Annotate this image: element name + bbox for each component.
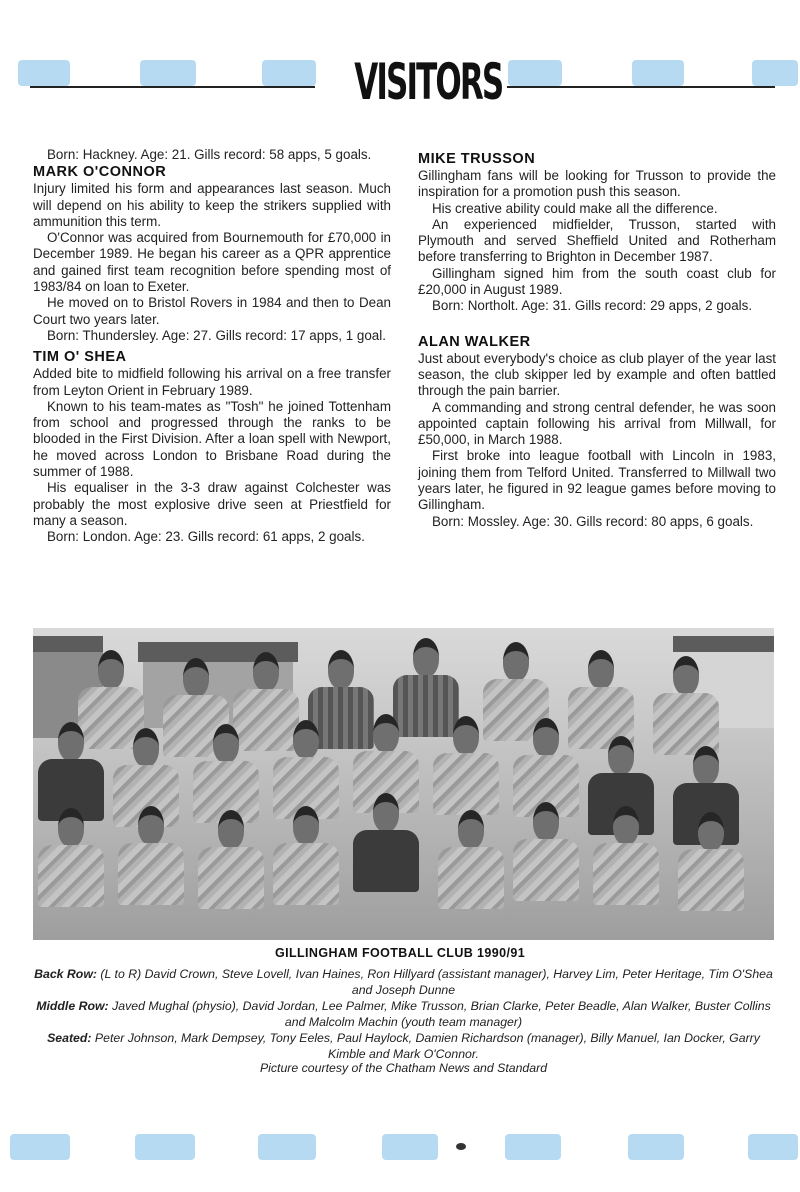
team-player <box>678 812 744 911</box>
paragraph: Added bite to midfield following his arrival on a free transfer from Leyton Orient in February 1989. <box>33 366 391 398</box>
profile-heading-oshea: TIM O' SHEA <box>33 349 127 366</box>
paragraph: His creative ability could make all the difference. <box>432 200 718 216</box>
caption-label: Middle Row: <box>36 999 109 1013</box>
decor-band <box>135 1134 195 1160</box>
caption-seated-row <box>33 1030 774 1062</box>
decor-band <box>508 60 562 86</box>
decor-band <box>632 60 684 86</box>
paragraph: O'Connor was acquired from Bournemouth for £70,000 in December 1989. He began his career as a QPR apprentice and gained first team recognition before spending most of 1983/84 on loan to Exeter. <box>33 230 391 295</box>
team-player <box>433 716 499 815</box>
page-title: VISITORS <box>354 53 503 111</box>
caption-label: Seated: <box>47 1031 92 1045</box>
caption-text: Peter Johnson, Mark Dempsey, Tony Eeles, Paul Haylock, Damien Richardson (manager), Billy Manuel, Ian Docker, Garry Kimble and Mark O'Connor. <box>94 1031 760 1061</box>
team-player <box>513 802 579 901</box>
header-rule-left <box>30 86 315 88</box>
decor-band <box>262 60 316 86</box>
photo-caption-title: GILLINGHAM FOOTBALL CLUB 1990/91 <box>274 946 526 960</box>
profile-heading-oconnor: MARK O'CONNOR <box>33 164 167 181</box>
team-player <box>353 793 419 892</box>
header-rule-right <box>507 86 775 88</box>
profile-heading-walker: ALAN WALKER <box>418 333 531 350</box>
decor-band <box>748 1134 798 1160</box>
paragraph: An experienced midfielder, Trusson, started with Plymouth and served Sheffield United and Rotherham before transferring to Brighton in December 1987. <box>418 216 776 265</box>
stats-line: Born: Northolt. Age: 31. Gills record: 29 apps, 2 goals. <box>432 298 753 314</box>
team-player <box>273 806 339 905</box>
team-player <box>118 806 184 905</box>
paragraph: His equaliser in the 3-3 draw against Colchester was probably the most explosive drive seen at Priestfield for many a season. <box>33 480 391 528</box>
team-player <box>198 810 264 909</box>
decor-band <box>258 1134 316 1160</box>
paragraph: A commanding and strong central defender, he was soon appointed captain following his arrival from Millwall, for £50,000, in March 1988. <box>418 399 776 448</box>
stats-line: Born: Mossley. Age: 30. Gills record: 80 apps, 6 goals. <box>432 513 754 529</box>
stats-line: Born: London. Age: 23. Gills record: 61 apps, 2 goals. <box>47 529 365 545</box>
paragraph: He moved on to Bristol Rovers in 1984 and then to Dean Court two years later. <box>33 295 391 327</box>
paragraph: First broke into league football with Lincoln in 1983, joining them from Telford United. Transferred to Millwall two years later, he figured in 92 league games before moving to Gillingham. <box>418 448 776 513</box>
team-player <box>273 720 339 819</box>
paragraph: Just about everybody's choice as club player of the year last season, the club skipper led by example and often battled through the pain barrier. <box>418 350 776 399</box>
profile-heading-trusson: MIKE TRUSSON <box>418 151 536 167</box>
team-player <box>653 656 719 755</box>
page-mark <box>456 1143 466 1150</box>
intro-stats: Born: Hackney. Age: 21. Gills record: 58 apps, 5 goals. <box>47 147 372 162</box>
paragraph: Known to his team-mates as "Tosh" he joined Tottenham from school and progressed through the ranks to be blooded in the First Division. After a loan spell with Newport, he moved across London to Brisbane Road during the summer of 1988. <box>33 398 391 480</box>
team-player <box>38 808 104 907</box>
left-column <box>33 147 391 546</box>
decor-band <box>10 1134 70 1160</box>
caption-back-row <box>33 966 774 998</box>
photo-credit: Picture courtesy of the Chatham News and Standard <box>259 1061 548 1075</box>
decor-band <box>18 60 70 86</box>
stats-line: Born: Thundersley. Age: 27. Gills record: 17 apps, 1 goal. <box>47 327 386 343</box>
decor-band <box>752 60 798 86</box>
decor-band <box>382 1134 438 1160</box>
caption-text: (L to R) David Crown, Steve Lovell, Ivan Haines, Ron Hillyard (assistant manager), Harvey Lim, Peter Heritage, Tim O'Shea and Joseph Dunne <box>100 967 773 997</box>
team-player <box>438 810 504 909</box>
team-player <box>38 722 104 821</box>
caption-middle-row <box>33 998 774 1030</box>
caption-label: Back Row: <box>34 967 97 981</box>
paragraph: Gillingham signed him from the south coast club for £20,000 in August 1989. <box>418 265 776 298</box>
decor-band <box>140 60 196 86</box>
decor-band <box>628 1134 684 1160</box>
team-photo <box>33 628 774 940</box>
background-roof <box>673 636 774 652</box>
right-column <box>418 150 776 530</box>
decor-band <box>505 1134 561 1160</box>
paragraph: Gillingham fans will be looking for Trusson to provide the inspiration for a promotion push this season. <box>418 168 776 200</box>
caption-text: Javed Mughal (physio), David Jordan, Lee Palmer, Mike Trusson, Brian Clarke, Peter Beadle, Alan Walker, Buster Collins and Malcolm Machin (youth team manager) <box>112 999 771 1029</box>
paragraph: Injury limited his form and appearances last season. Much will depend on his ability to keep the strikers supplied with ammunition this term. <box>33 181 391 229</box>
team-player <box>193 724 259 823</box>
team-player <box>593 806 659 905</box>
